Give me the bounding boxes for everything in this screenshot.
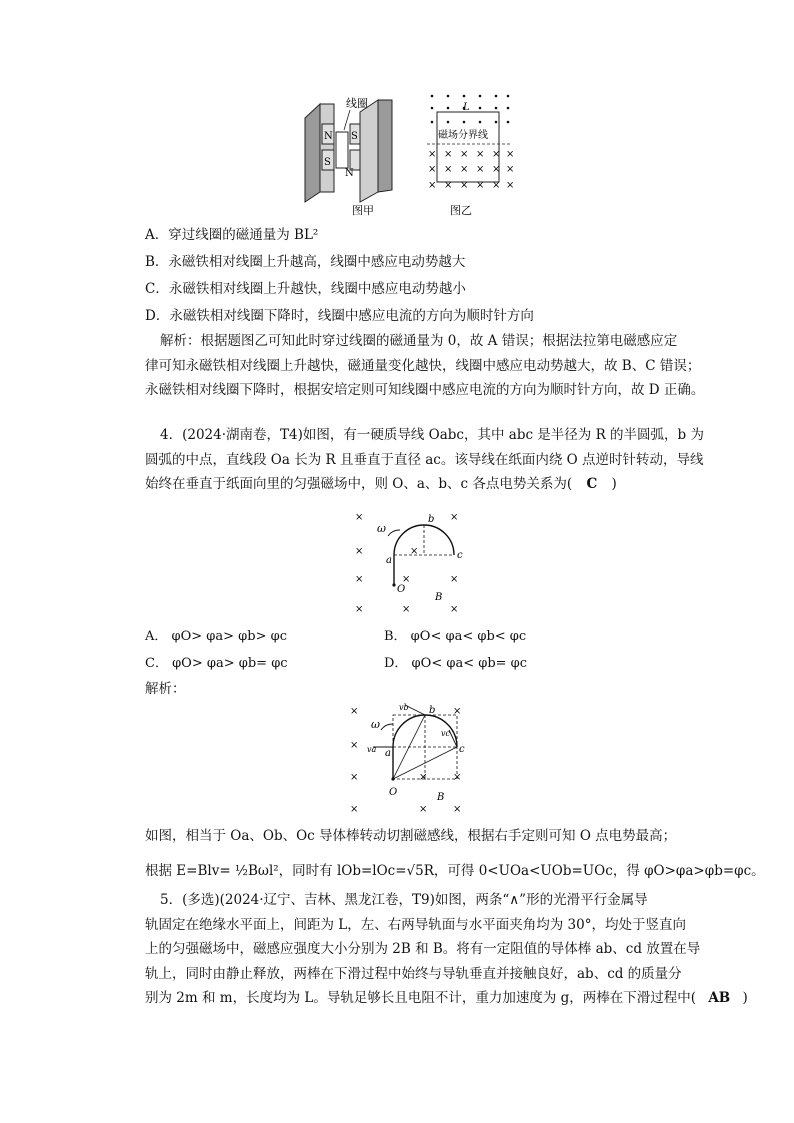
svg-text:×: ×	[450, 512, 459, 523]
q3-option-c: C．永磁铁相对线圈上升越快，线圈中感应电动势越小	[145, 281, 466, 297]
svg-text:a: a	[385, 748, 391, 759]
field-dot	[479, 107, 482, 110]
field-cross: ×	[506, 180, 515, 191]
field-cross: ×	[460, 164, 469, 175]
svg-text:×: ×	[450, 604, 459, 615]
q4-figure	[350, 508, 470, 620]
svg-text:ω: ω	[371, 718, 380, 731]
stem-line: 5．(多选)(2024·辽宁、吉林、黑龙江卷，T9)如图，两条“∧”形的光滑平行金属导	[160, 892, 648, 908]
field-dot	[447, 95, 450, 98]
q3-option-d: D．永磁铁相对线圈下降时，线圈中感应电流的方向为顺时针方向	[145, 308, 534, 324]
stem-line: 轨上，同时由静止释放，两棒在下滑过程中始终与导轨垂直并接触良好，ab、cd 的质量分	[145, 965, 682, 982]
q3-option-b: B．永磁铁相对线圈上升越高，线圈中感应电动势越大	[145, 254, 466, 270]
svg-text:×: ×	[453, 772, 462, 783]
length-label: L	[463, 102, 470, 113]
stem-line: )	[742, 990, 748, 1006]
field-cross: ×	[492, 180, 501, 191]
svg-text:O: O	[389, 787, 398, 798]
field-dot	[463, 95, 466, 98]
coil-label: 线圈	[346, 97, 368, 110]
stem-line: )	[611, 476, 617, 492]
coil	[336, 132, 348, 168]
analysis-line: 律可知永磁铁相对线圈上升越快，磁通量变化越快，线圈中感应电动势越大，故 B、C 错误；	[145, 357, 701, 374]
figure-b	[428, 95, 514, 191]
pole-label: N	[345, 168, 354, 179]
q4-answer: C	[586, 476, 598, 492]
svg-text:ω: ω	[377, 522, 386, 535]
field-dot	[431, 121, 434, 124]
stem-line: 始终在垂直于纸面向里的匀强磁场中，则 O、a、b、c 各点电势关系为(	[145, 476, 573, 492]
q4-option-b: B． φO< φa< φb< φc	[384, 629, 527, 644]
q4-option-a: A． φO> φa> φb> φc	[145, 629, 288, 644]
stem-line: 轨固定在绝缘水平面上，间距为 L，左、右两导轨面与水平面夹角均为 30°，均处于竖直向	[145, 916, 686, 933]
left-magnet	[305, 104, 334, 202]
field-dot	[431, 95, 434, 98]
svg-text:×: ×	[350, 740, 359, 751]
q4-explanation	[145, 824, 765, 883]
q4-option-c: C． φO> φa> φb= φc	[145, 656, 288, 671]
field-cross: ×	[444, 149, 453, 160]
stem-line: 圆弧的中点，直线段 Oa 长为 R 且垂直于直径 ac。该导线在纸面内绕 O 点逆时针转动，导线	[145, 451, 704, 468]
svg-text:B: B	[435, 592, 443, 603]
svg-text:×: ×	[450, 574, 459, 585]
pole-label: N	[324, 131, 333, 142]
svg-text:vc: vc	[441, 729, 450, 738]
svg-text:b: b	[429, 705, 436, 716]
svg-text:×: ×	[350, 706, 359, 717]
field-dot	[495, 107, 498, 110]
caption-fig-b: 图乙	[450, 204, 472, 217]
svg-text:×: ×	[402, 574, 411, 585]
explain-line: 根据 E=Blv= ½Bωl²，同时有 lOb=lOc=√5R，可得 0<UOa<UOb=UOc，得 φO>φa>φb=φc。	[145, 862, 765, 879]
q5-stem	[145, 888, 748, 1011]
q3-option-a: A．穿过线圈的磁通量为 BL²	[145, 227, 319, 243]
svg-text:×: ×	[350, 772, 359, 783]
svg-text:×: ×	[419, 772, 428, 783]
stem-line: 4．(2024·湖南卷，T4)如图，有一硬质导线 Oabc，其中 abc 是半径为 R 的半圆弧，b 为	[160, 427, 704, 443]
field-dot	[507, 95, 510, 98]
field-dot	[507, 107, 510, 110]
field-cross: ×	[476, 180, 485, 191]
field-cross: ×	[444, 180, 453, 191]
field-dot	[447, 121, 450, 124]
svg-text:×: ×	[402, 604, 411, 615]
field-dot	[431, 107, 434, 110]
q4-option-d: D． φO< φa< φb= φc	[384, 656, 528, 671]
field-dot	[447, 107, 450, 110]
q4-stem	[145, 423, 704, 497]
svg-text:×: ×	[410, 546, 419, 557]
field-crosses	[355, 512, 458, 615]
svg-text:B: B	[437, 792, 445, 803]
field-cross: ×	[506, 164, 515, 175]
svg-text:×: ×	[355, 512, 364, 523]
field-dot	[463, 121, 466, 124]
svg-text:a: a	[386, 555, 392, 566]
svg-text:c: c	[457, 550, 463, 561]
q4-analysis-figure	[345, 700, 475, 820]
analysis-line: 永磁铁相对线圈下降时，根据安培定则可知线圈中感应电流的方向为顺时针方向，故 D 正确。	[145, 382, 705, 398]
field-cross: ×	[428, 180, 437, 191]
field-cross: ×	[460, 149, 469, 160]
field-cross: ×	[506, 149, 515, 160]
field-dot	[495, 95, 498, 98]
boundary-label: 磁场分界线	[438, 130, 488, 141]
caption-fig-a: 图甲	[352, 204, 374, 217]
field-cross: ×	[428, 164, 437, 175]
svg-text:×: ×	[350, 804, 359, 815]
svg-text:vb: vb	[399, 703, 409, 712]
field-cross: ×	[492, 164, 501, 175]
svg-text:×: ×	[355, 546, 364, 557]
pole-label: S	[324, 157, 331, 168]
field-cross: ×	[476, 164, 485, 175]
svg-text:×: ×	[419, 804, 428, 815]
field-cross: ×	[428, 149, 437, 160]
field-dot	[495, 121, 498, 124]
svg-text:×: ×	[453, 804, 462, 815]
q4-analysis-label: 解析：	[145, 681, 186, 697]
figure-magnet-coil	[300, 92, 520, 220]
stem-line: 别为 2m 和 m，长度均为 L。导轨足够长且电阻不计，重力加速度为 g，两棒在下滑过程中(	[145, 990, 697, 1006]
svg-text:b: b	[428, 514, 435, 525]
field-dot	[507, 121, 510, 124]
q5-answer: AB	[708, 990, 731, 1006]
svg-text:O: O	[397, 584, 406, 595]
svg-text:×: ×	[355, 604, 364, 615]
pole-label: S	[351, 131, 358, 142]
field-cross: ×	[460, 180, 469, 191]
q3-analysis	[145, 329, 705, 403]
field-cross: ×	[444, 164, 453, 175]
field-cross: ×	[476, 149, 485, 160]
analysis-line: 解析：根据题图乙可知此时穿过线圈的磁通量为 0，故 A 错误；根据法拉第电磁感应定	[160, 333, 678, 349]
field-dot	[479, 121, 482, 124]
svg-text:×: ×	[453, 706, 462, 717]
svg-text:va: va	[367, 745, 377, 754]
svg-text:c: c	[459, 744, 465, 755]
explain-line: 如图，相当于 Oa、Ob、Oc 导体棒转动切割磁感线，根据右手定则可知 O 点电势最高；	[145, 828, 677, 844]
field-dot	[479, 95, 482, 98]
field-cross: ×	[492, 149, 501, 160]
right-magnet	[345, 100, 392, 202]
svg-text:×: ×	[355, 574, 364, 585]
stem-line: 上的匀强磁场中，磁感应强度大小分别为 2B 和 B。将有一定阻值的导体棒 ab、cd 放置在导	[145, 941, 701, 957]
